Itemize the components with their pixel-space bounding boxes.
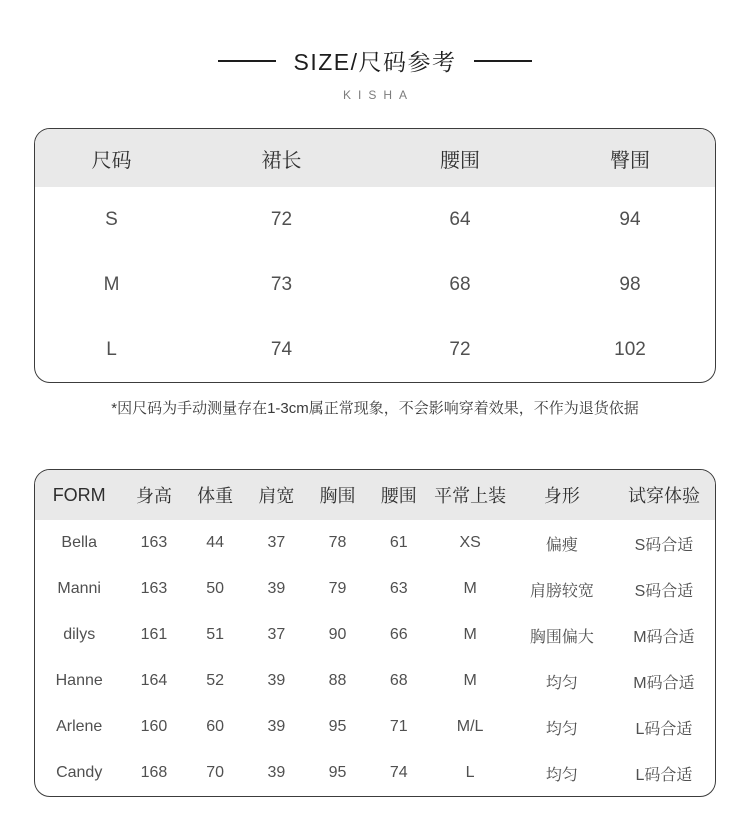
table-row — [35, 750, 715, 796]
size-table-body — [35, 187, 715, 382]
size-table-cell: 73 — [270, 273, 293, 295]
size-table-header-row — [35, 129, 715, 187]
fit-table-cell: 168 — [140, 764, 168, 781]
fit-header-cell: FORM — [35, 470, 123, 520]
fit-table-cell: 50 — [206, 580, 225, 597]
fit-table-cell: 37 — [267, 534, 286, 551]
fit-table-cell: 均匀 — [545, 766, 578, 784]
fit-table-cell: 79 — [328, 580, 347, 597]
measurement-note: *因尺码为手动测量存在1-3cm属正常现象，不会影响穿着效果，不作为退货依据 — [111, 400, 639, 417]
fit-table-cell: S码合适 — [634, 582, 694, 600]
fit-table-cell: M码合适 — [633, 674, 695, 692]
table-row — [35, 566, 715, 612]
title-dash-left — [218, 60, 276, 62]
fit-table-cell: 胸围偏大 — [529, 628, 594, 646]
fit-table-cell: 70 — [206, 764, 225, 781]
fit-table-cell: M — [463, 580, 477, 597]
fit-table-cell: 160 — [140, 718, 168, 735]
fit-table-cell: 均匀 — [545, 674, 578, 692]
title-row — [0, 0, 750, 77]
table-row — [35, 520, 715, 566]
table-row — [35, 317, 715, 382]
page-title: SIZE/尺码参考 — [293, 49, 457, 75]
fit-table-cell: 肩膀较宽 — [529, 582, 594, 600]
fit-table-cell: M — [463, 672, 477, 689]
fit-table-header-row — [35, 470, 715, 520]
fit-header-cell: 胸围 — [307, 470, 368, 520]
size-header-cell: 臀围 — [545, 129, 715, 187]
fit-table-cell: 39 — [267, 718, 286, 735]
fit-header-cell: 肩宽 — [246, 470, 307, 520]
size-table-cell: M — [103, 273, 120, 295]
size-table-cell: 72 — [449, 338, 471, 360]
size-table-cell: 74 — [270, 338, 293, 360]
fit-header-cell: 身形 — [511, 470, 613, 520]
fit-table-cell: S码合适 — [634, 536, 694, 554]
size-table-cell: 64 — [449, 208, 471, 230]
table-row — [35, 187, 715, 252]
fit-table-cell: 39 — [267, 580, 286, 597]
fit-table-cell: 78 — [328, 534, 347, 551]
fit-header-cell: 体重 — [185, 470, 246, 520]
fit-table-cell: 39 — [267, 672, 286, 689]
fit-table-cell: 偏瘦 — [545, 536, 578, 554]
fit-table-cell: 95 — [328, 718, 347, 735]
fit-table-cell: 163 — [140, 580, 168, 597]
fit-table-cell: 均匀 — [545, 720, 578, 738]
fit-table-cell: 95 — [328, 764, 347, 781]
fit-table-cell: L — [465, 764, 475, 781]
fit-table-cell: 74 — [389, 764, 408, 781]
fit-table-cell: dilys — [63, 626, 96, 643]
size-table-frame — [34, 128, 716, 383]
fit-table-cell: 88 — [328, 672, 347, 689]
table-row — [35, 252, 715, 317]
size-header-cell: 尺码 — [35, 129, 188, 187]
fit-table-cell: 52 — [206, 672, 225, 689]
fit-header-cell: 身高 — [123, 470, 184, 520]
table-row — [35, 658, 715, 704]
size-table-cell: L — [106, 338, 117, 360]
fit-table-frame — [34, 469, 716, 797]
fit-table-cell: Arlene — [56, 718, 103, 735]
size-header-cell: 腰围 — [375, 129, 545, 187]
size-table-cell: S — [105, 208, 118, 230]
fit-table-cell: 163 — [140, 534, 168, 551]
fit-table-cell: M/L — [456, 718, 484, 735]
table-row — [35, 612, 715, 658]
fit-table-cell: 39 — [267, 764, 286, 781]
fit-table-cell: M码合适 — [633, 628, 695, 646]
fit-table-cell: M — [463, 626, 477, 643]
brand-name: KISHA — [342, 88, 414, 102]
fit-table-cell: Manni — [57, 580, 101, 597]
fit-table-cell: L码合适 — [635, 766, 693, 784]
title-section — [0, 0, 750, 102]
size-table-cell: 98 — [619, 273, 641, 295]
fit-table-cell: Candy — [56, 764, 103, 781]
fit-table-cell: 51 — [206, 626, 225, 643]
fit-table-cell: 164 — [140, 672, 168, 689]
fit-header-cell: 平常上装 — [429, 470, 511, 520]
fit-table-cell: 71 — [389, 718, 408, 735]
fit-table-cell: L码合适 — [635, 720, 693, 738]
fit-table-cell: Bella — [61, 534, 97, 551]
fit-table-cell: 161 — [140, 626, 168, 643]
fit-header-cell: 腰围 — [368, 470, 429, 520]
fit-table-cell: 90 — [328, 626, 347, 643]
fit-table-cell: 68 — [389, 672, 408, 689]
fit-header-cell: 试穿体验 — [613, 470, 715, 520]
fit-table-cell: 66 — [389, 626, 408, 643]
fit-table-cell: 44 — [206, 534, 225, 551]
fit-table-body — [35, 520, 715, 796]
size-table-cell: 72 — [270, 208, 293, 230]
fit-reference-table — [35, 470, 715, 796]
size-table — [35, 129, 715, 382]
fit-table-cell: Hanne — [55, 672, 103, 689]
table-row — [35, 704, 715, 750]
size-header-cell: 裙长 — [188, 129, 375, 187]
fit-table-cell: XS — [459, 534, 481, 551]
size-table-cell: 68 — [449, 273, 471, 295]
fit-table-cell: 60 — [206, 718, 225, 735]
fit-table-cell: 37 — [267, 626, 286, 643]
fit-table-cell: 63 — [389, 580, 408, 597]
size-table-cell: 102 — [614, 338, 646, 360]
title-dash-right — [474, 60, 532, 62]
size-table-cell: 94 — [619, 208, 641, 230]
fit-table-cell: 61 — [389, 534, 408, 551]
